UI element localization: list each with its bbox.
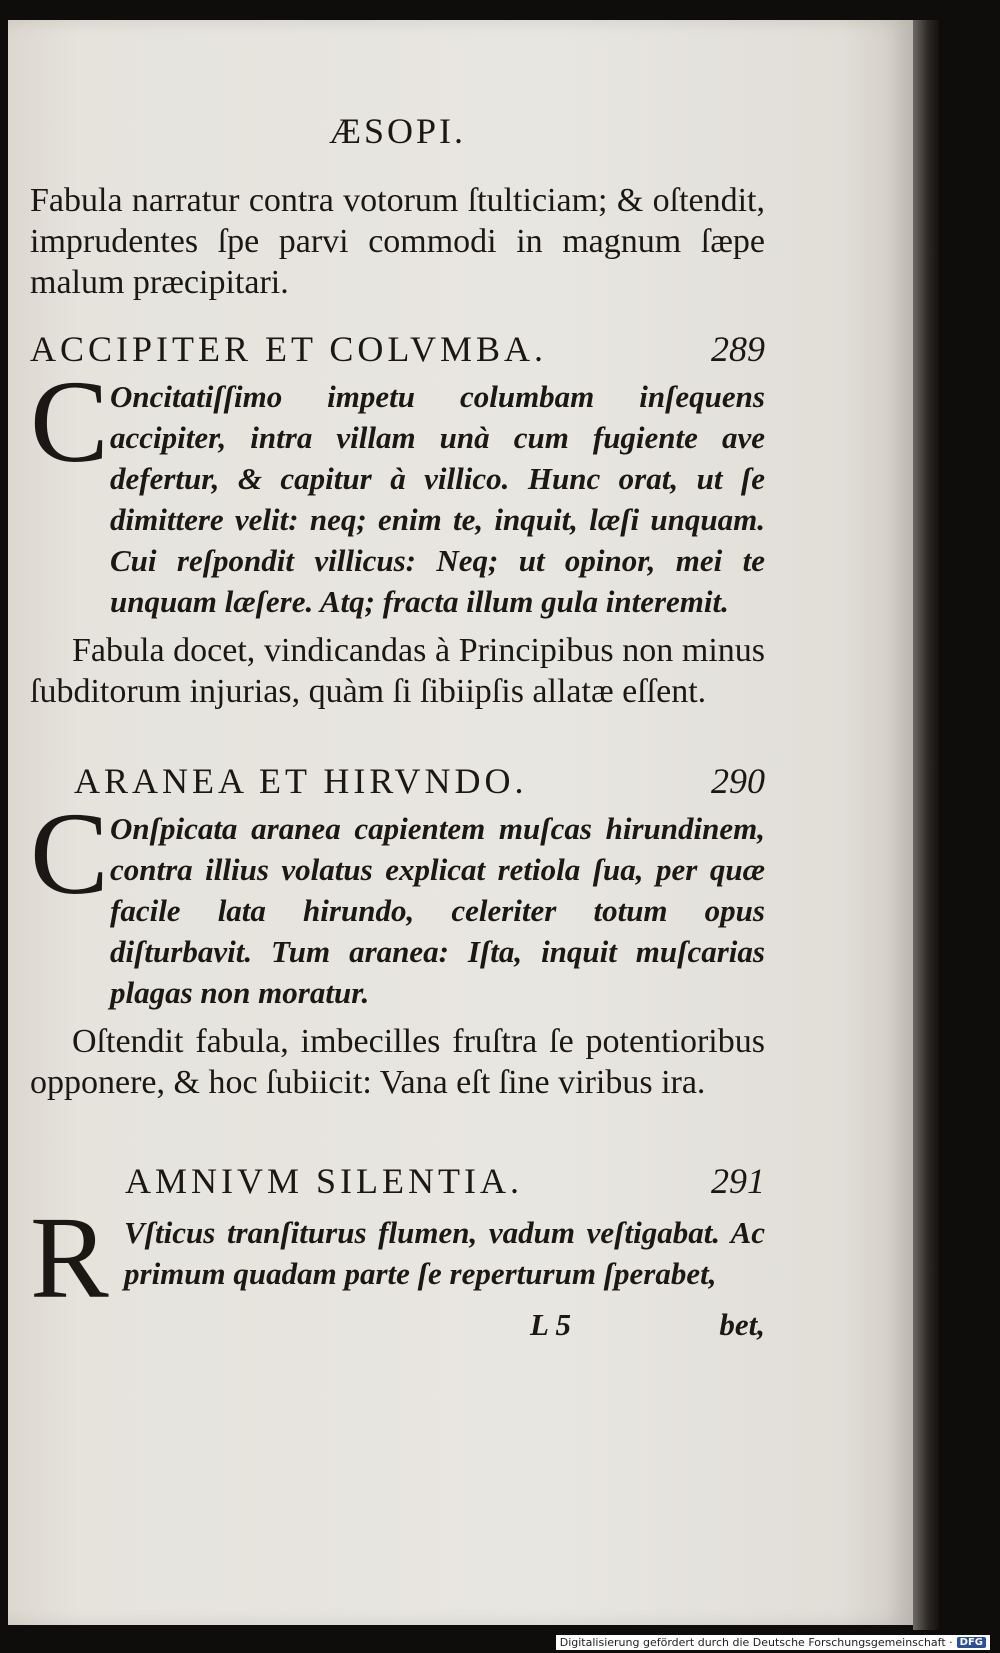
fable-text: Onſpicata aranea capientem muſcas hirundinem, contra illius volatus explicat retiola ſua, per quæ facile lata hirundo, celeriter totum opus diſturbavit. Tum aranea: Iſta, inquit muſcarias plagas non moratur.: [110, 811, 765, 1010]
fable-290: [30, 760, 765, 1103]
page-text-block: [30, 0, 765, 1653]
fable-body: [30, 356, 765, 622]
fable-body: [30, 1192, 765, 1323]
fable-text: Oncitatiſſimo impetu columbam inſequens accipiter, intra villam unà cum fugiente ave defertur, & capitur à villico. Hunc orat, ut ſe dimittere velit: neq; enim te, inquit, læſi unquam. Cui reſpondit villicus: Neq; ut opinor, mei te unquam læſere. Atq; fracta illum gula interemit.: [110, 379, 765, 619]
dfg-logo: DFG: [957, 1637, 986, 1648]
running-header: ÆSOPI.: [328, 111, 467, 151]
fable-title-text: AMNIVM SILENTIA.: [125, 1161, 523, 1201]
fable-title: [30, 760, 765, 802]
intro-moral: Fabula narratur contra votorum ſtulticiam; & oſtendit, imprudentes ſpe parvi commodi in magnum ſæpe malum præcipitari.: [30, 182, 765, 301]
book-spine-edge: [913, 20, 939, 1630]
fable-289: [30, 328, 765, 712]
signature-mark: L 5: [530, 1307, 572, 1342]
fable-text: Vſticus tranſiturus flumen, vadum veſtigabat. Ac primum quadam parte ſe reperturum ſperabet,: [124, 1215, 765, 1291]
digitization-footer: [556, 1635, 990, 1650]
fable-title-text: ARANEA ET HIRVNDO.: [74, 761, 528, 801]
fable-number: 289: [711, 329, 765, 369]
fable-moral: Oſtendit fabula, imbecilles fruſtra ſe potentioribus opponere, & hoc ſubiicit: Vana eſt ſine viribus ira.: [30, 1023, 765, 1101]
catchword: bet,: [719, 1307, 765, 1342]
footer-text: Digitalisierung gefördert durch die Deutsche Forschungsgemeinschaft ·: [559, 1636, 953, 1649]
fable-title: [30, 328, 765, 370]
fable-number: 291: [711, 1161, 765, 1201]
dropcap: C: [30, 788, 109, 919]
fable-number: 290: [711, 761, 765, 801]
fable-291: [30, 1160, 765, 1345]
fable-moral: Fabula docet, vindicandas à Principibus non minus ſubditorum injurias, quàm ſi ſibiipſis allatæ eſſent.: [30, 632, 765, 710]
dropcap: R: [30, 1192, 109, 1323]
fable-title: [30, 1160, 765, 1202]
dropcap: C: [30, 356, 109, 487]
signature-line: [30, 1304, 765, 1345]
fable-body: [30, 788, 765, 1013]
fable-title-text: ACCIPITER ET COLVMBA.: [30, 329, 548, 369]
